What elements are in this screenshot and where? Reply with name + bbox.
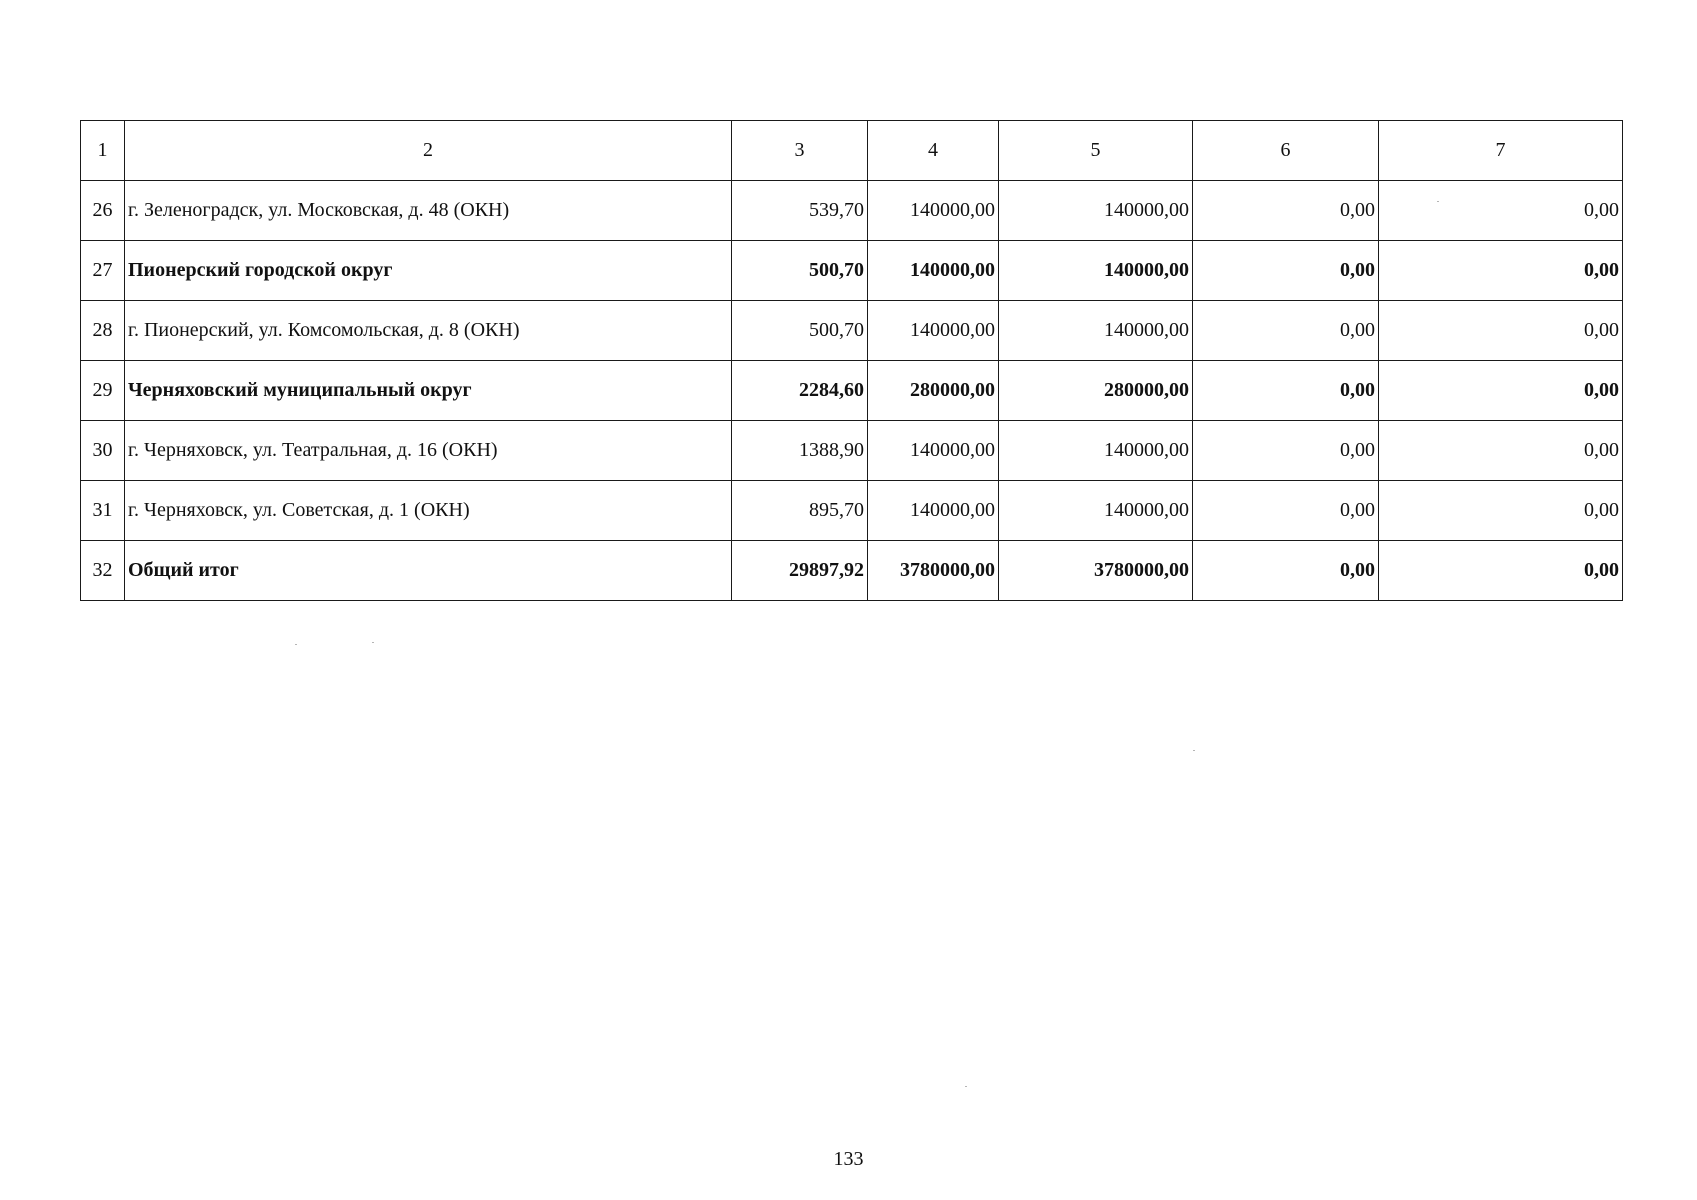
row-name-cell: Черняховский муниципальный округ (125, 361, 732, 421)
table-row (81, 541, 1623, 601)
row-col6-cell: 0,00 (1193, 481, 1379, 541)
row-name-cell: г. Черняховск, ул. Советская, д. 1 (ОКН) (125, 481, 732, 541)
row-col7-cell: 0,00 (1379, 361, 1623, 421)
row-number-cell: 31 (81, 481, 125, 541)
scan-speck (1437, 201, 1439, 202)
row-col5-cell: 140000,00 (999, 241, 1193, 301)
row-col7-cell: 0,00 (1379, 181, 1623, 241)
row-col4-cell: 140000,00 (868, 241, 999, 301)
row-col7-cell: 0,00 (1379, 241, 1623, 301)
column-header: 1 (81, 121, 125, 181)
scan-speck (295, 644, 297, 645)
table-header-row (81, 121, 1623, 181)
page-number: 133 (833, 1148, 864, 1170)
scan-speck (372, 642, 374, 643)
row-number-cell: 32 (81, 541, 125, 601)
row-number-cell: 30 (81, 421, 125, 481)
row-col4-cell: 140000,00 (868, 481, 999, 541)
row-col5-cell: 140000,00 (999, 421, 1193, 481)
row-col6-cell: 0,00 (1193, 301, 1379, 361)
column-header: 6 (1193, 121, 1379, 181)
table-row (81, 301, 1623, 361)
row-col3-cell: 539,70 (732, 181, 868, 241)
row-col5-cell: 140000,00 (999, 481, 1193, 541)
row-name-cell: Пионерский городской округ (125, 241, 732, 301)
row-col5-cell: 140000,00 (999, 181, 1193, 241)
column-header: 2 (125, 121, 732, 181)
row-col3-cell: 895,70 (732, 481, 868, 541)
table-row (81, 241, 1623, 301)
row-col6-cell: 0,00 (1193, 541, 1379, 601)
row-col3-cell: 1388,90 (732, 421, 868, 481)
row-col6-cell: 0,00 (1193, 361, 1379, 421)
row-number-cell: 29 (81, 361, 125, 421)
column-header: 7 (1379, 121, 1623, 181)
row-col4-cell: 140000,00 (868, 421, 999, 481)
table-row (81, 181, 1623, 241)
row-col5-cell: 3780000,00 (999, 541, 1193, 601)
row-col7-cell: 0,00 (1379, 421, 1623, 481)
row-col4-cell: 280000,00 (868, 361, 999, 421)
row-col6-cell: 0,00 (1193, 421, 1379, 481)
row-name-cell: г. Черняховск, ул. Театральная, д. 16 (ОКН) (125, 421, 732, 481)
row-col4-cell: 140000,00 (868, 181, 999, 241)
row-col7-cell: 0,00 (1379, 301, 1623, 361)
row-col7-cell: 0,00 (1379, 481, 1623, 541)
row-col4-cell: 140000,00 (868, 301, 999, 361)
table-row (81, 421, 1623, 481)
row-col6-cell: 0,00 (1193, 181, 1379, 241)
row-name-cell: г. Зеленоградск, ул. Московская, д. 48 (ОКН) (125, 181, 732, 241)
row-number-cell: 27 (81, 241, 125, 301)
row-col3-cell: 500,70 (732, 301, 868, 361)
data-table (80, 120, 1623, 601)
row-col5-cell: 280000,00 (999, 361, 1193, 421)
row-number-cell: 26 (81, 181, 125, 241)
row-col3-cell: 2284,60 (732, 361, 868, 421)
row-name-cell: г. Пионерский, ул. Комсомольская, д. 8 (ОКН) (125, 301, 732, 361)
row-col7-cell: 0,00 (1379, 541, 1623, 601)
row-name-cell: Общий итог (125, 541, 732, 601)
scan-speck (965, 1086, 967, 1087)
row-col6-cell: 0,00 (1193, 241, 1379, 301)
row-col5-cell: 140000,00 (999, 301, 1193, 361)
scan-speck (1193, 750, 1195, 751)
table-row (81, 361, 1623, 421)
row-col3-cell: 29897,92 (732, 541, 868, 601)
table-row (81, 481, 1623, 541)
column-header: 3 (732, 121, 868, 181)
row-number-cell: 28 (81, 301, 125, 361)
column-header: 4 (868, 121, 999, 181)
column-header: 5 (999, 121, 1193, 181)
row-col4-cell: 3780000,00 (868, 541, 999, 601)
row-col3-cell: 500,70 (732, 241, 868, 301)
